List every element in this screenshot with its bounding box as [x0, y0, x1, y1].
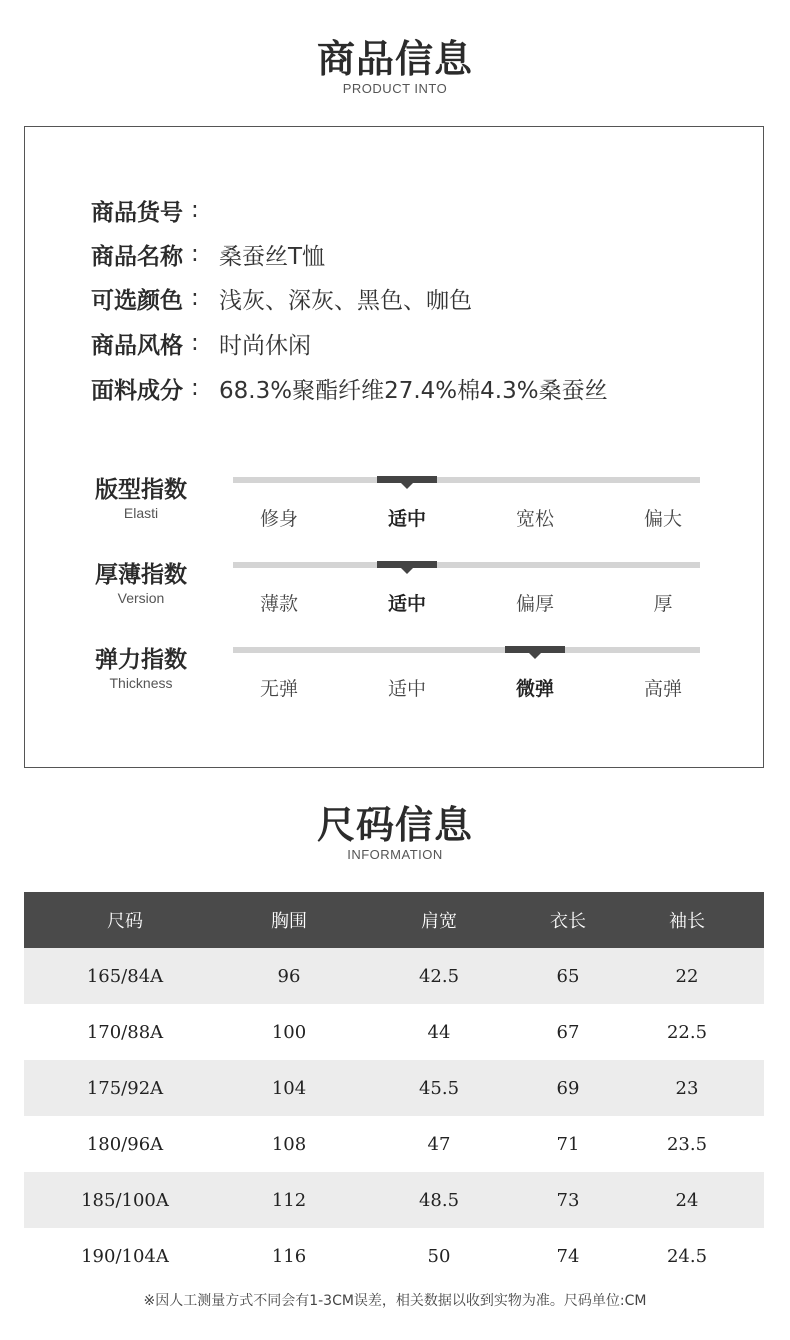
table-row	[24, 1004, 764, 1060]
spec-label: 商品风格	[91, 332, 183, 359]
size-info-title: 尺码信息	[316, 803, 473, 847]
spec-value: 桑蚕丝T恤	[219, 243, 326, 270]
table-cell: 108	[271, 1133, 307, 1155]
table-cell: 170/88A	[86, 1021, 164, 1043]
table-cell: 116	[271, 1245, 307, 1267]
table-cell: 112	[271, 1189, 307, 1211]
table-cell: 48.5	[418, 1189, 460, 1211]
header-cell-shoulder: 肩宽	[421, 911, 457, 932]
table-cell: 104	[271, 1077, 307, 1099]
table-row	[24, 948, 764, 1004]
table-cell: 44	[427, 1021, 451, 1043]
spec-row-style	[91, 328, 311, 358]
index-option: 修身	[259, 508, 298, 530]
table-cell: 185/100A	[81, 1189, 169, 1211]
index-option: 宽松	[515, 508, 554, 530]
spec-row-item-no	[91, 195, 219, 225]
index-option: 适中	[387, 593, 426, 615]
spec-value: 时尚休闲	[219, 332, 311, 359]
size-info-subtitle: INFORMATION	[347, 847, 443, 862]
index-english-name: Thickness	[109, 675, 173, 691]
index-track	[233, 647, 700, 653]
spec-row-colors	[91, 283, 472, 313]
spec-value: 68.3%聚酯纤维27.4%棉4.3%桑蚕丝	[219, 377, 608, 404]
spec-label: 可选颜色	[91, 287, 183, 314]
table-cell: 73	[556, 1189, 580, 1211]
index-marker	[377, 561, 437, 568]
elasticity-index	[25, 641, 765, 721]
index-name: 弹力指数	[95, 647, 187, 673]
index-name: 厚薄指数	[95, 562, 187, 588]
index-marker	[505, 646, 565, 653]
product-info-title: 商品信息	[316, 37, 473, 81]
index-option: 适中	[387, 678, 426, 700]
header-cell-sleeve: 袖长	[669, 911, 705, 932]
spec-label: 面料成分	[91, 377, 183, 404]
index-option: 偏大	[643, 508, 682, 530]
header-cell-length: 衣长	[550, 911, 586, 932]
product-info-subtitle: PRODUCT INTO	[342, 81, 448, 96]
table-cell: 23.5	[666, 1133, 708, 1155]
table-cell: 45.5	[418, 1077, 460, 1099]
table-cell: 23	[675, 1077, 699, 1099]
table-cell: 190/104A	[81, 1245, 169, 1267]
index-track	[233, 562, 700, 568]
header-cell-chest: 胸围	[271, 911, 307, 932]
table-cell: 74	[556, 1245, 580, 1267]
index-option: 适中	[387, 508, 426, 530]
index-name: 版型指数	[95, 477, 187, 503]
index-option: 偏厚	[515, 593, 554, 615]
spec-colon: :	[191, 285, 199, 311]
index-option: 微弹	[515, 678, 554, 700]
spec-colon: :	[191, 375, 199, 401]
table-row	[24, 1228, 764, 1284]
measurement-footnote: ※因人工测量方式不同会有1-3CM误差，相关数据以收到实物为准。尺码单位:CM	[143, 1293, 647, 1309]
table-cell: 69	[556, 1077, 580, 1099]
table-cell: 47	[427, 1133, 451, 1155]
index-track	[233, 477, 700, 483]
spec-label: 商品货号	[91, 199, 183, 226]
table-cell: 96	[277, 965, 301, 987]
table-cell: 24	[675, 1189, 699, 1211]
spec-row-fabric	[91, 373, 608, 403]
index-option: 薄款	[259, 593, 298, 615]
table-cell: 24.5	[666, 1245, 708, 1267]
index-marker	[377, 476, 437, 483]
table-cell: 22	[675, 965, 699, 987]
table-cell: 100	[271, 1021, 307, 1043]
table-cell: 165/84A	[86, 965, 164, 987]
index-english-name: Elasti	[123, 505, 159, 521]
product-info-panel	[24, 126, 764, 768]
table-cell: 22.5	[666, 1021, 708, 1043]
index-english-name: Version	[117, 590, 165, 606]
index-option: 无弹	[259, 678, 298, 700]
fit-index	[25, 471, 765, 551]
size-table	[24, 892, 764, 1284]
table-cell: 71	[556, 1133, 580, 1155]
spec-label: 商品名称	[91, 243, 183, 270]
spec-colon: :	[191, 330, 199, 356]
thickness-index	[25, 556, 765, 636]
table-cell: 67	[556, 1021, 580, 1043]
spec-colon: :	[191, 241, 199, 267]
header-cell-size: 尺码	[107, 911, 143, 932]
spec-row-name	[91, 239, 325, 269]
table-cell: 175/92A	[86, 1077, 164, 1099]
spec-colon: :	[191, 197, 199, 223]
table-row	[24, 1116, 764, 1172]
table-row	[24, 1060, 764, 1116]
spec-value: 浅灰、深灰、黑色、咖色	[219, 287, 472, 314]
table-cell: 65	[556, 965, 580, 987]
table-cell: 180/96A	[86, 1133, 164, 1155]
size-table-header	[24, 892, 764, 948]
table-cell: 42.5	[418, 965, 460, 987]
index-option: 厚	[653, 593, 673, 615]
table-cell: 50	[427, 1245, 451, 1267]
table-row	[24, 1172, 764, 1228]
index-option: 高弹	[643, 678, 682, 700]
